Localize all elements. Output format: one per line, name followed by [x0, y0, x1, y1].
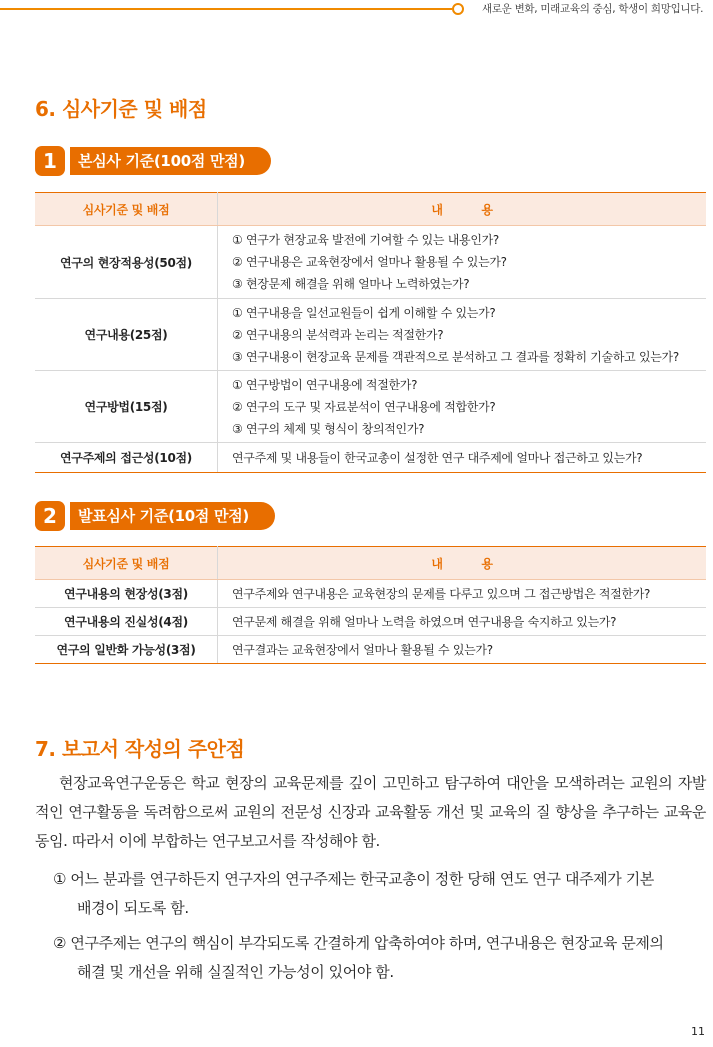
guideline-item-2-line2: 해결 및 개선을 위해 실질적인 가능성이 있어야 함.: [77, 963, 394, 981]
table1-head-criteria: 심사기준 및 배점: [35, 193, 218, 226]
section7-title: 7. 보고서 작성의 주안점: [35, 737, 245, 761]
content-line: ③ 연구내용이 현장교육 문제를 객관적으로 분석하고 그 결과를 정확히 기술하고 있는가?: [232, 349, 679, 364]
table-row: [35, 636, 706, 664]
content-line: ① 연구방법이 연구내용에 적절한가?: [232, 377, 418, 392]
content-cell: [218, 226, 707, 299]
table-row: [35, 608, 706, 636]
content-line: ② 연구의 도구 및 자료분석이 연구내용에 적합한가?: [232, 399, 496, 414]
content-line: ③ 연구의 체제 및 형식이 창의적인가?: [232, 421, 425, 436]
section6-title: 6. 심사기준 및 배점: [35, 97, 207, 121]
subsection1-label: 본심사 기준(100점 만점): [65, 147, 271, 175]
guideline-item-1-line2: 배경이 되도록 함.: [77, 899, 189, 917]
guideline-item-1: [53, 865, 706, 923]
criteria-cell: 연구내용의 진실성(4점): [35, 608, 218, 636]
content-cell: 연구결과는 교육현장에서 얼마나 활용될 수 있는가?: [218, 636, 707, 664]
content-line: ① 연구가 현장교육 발전에 기여할 수 있는 내용인가?: [232, 233, 499, 247]
content-line: ① 연구내용을 일선교원들이 쉽게 이해할 수 있는가?: [232, 305, 496, 320]
paragraph-text: 현장교육연구운동은 학교 현장의 교육문제를 깊이 고민하고 탐구하여 대안을 모색하려는 교원의 자발적인 연구활동을 독려함으로써 교원의 전문성 신장과 교육활동 개선 및 교육의 질 향상을 추구하는 교육운동임. 따라서 이에 부합하는 연구보고서를 작성해야 함.: [35, 774, 706, 850]
main-review-table: [35, 192, 706, 473]
subsection2-label: 발표심사 기준(10점 만점): [65, 502, 275, 530]
criteria-cell: 연구의 일반화 가능성(3점): [35, 636, 218, 664]
section7-paragraph: [35, 769, 706, 856]
page-number: 11: [691, 1025, 705, 1038]
table-row: [35, 226, 706, 299]
content-cell: 연구주제 및 내용들이 한국교총이 설정한 연구 대주제에 얼마나 접근하고 있는가?: [218, 443, 707, 473]
guideline-item-2: [53, 929, 706, 987]
criteria-cell: 연구내용의 현장성(3점): [35, 580, 218, 608]
subsection1-number: 1: [35, 146, 65, 176]
content-cell: 연구문제 해결을 위해 얼마나 노력을 하였으며 연구내용을 숙지하고 있는가?: [218, 608, 707, 636]
guideline-item-1-line1: ① 어느 분과를 연구하든지 연구자의 연구주제는 한국교총이 정한 당해 연도 연구 대주제가 기본: [53, 870, 654, 888]
table2-head-content: 내 용: [218, 547, 707, 580]
content-line: ② 연구내용의 분석력과 논리는 적절한가?: [232, 327, 444, 342]
content-cell: [218, 299, 707, 371]
header-rule: [0, 8, 452, 10]
criteria-cell: 연구의 현장적용성(50점): [35, 226, 218, 299]
content-cell: 연구주제와 연구내용은 교육현장의 문제를 다루고 있으며 그 접근방법은 적절한가?: [218, 580, 707, 608]
table-row: [35, 580, 706, 608]
content-line: ② 연구내용은 교육현장에서 얼마나 활용될 수 있는가?: [232, 255, 507, 269]
guideline-item-2-line1: ② 연구주제는 연구의 핵심이 부각되도록 간결하게 압축하여야 하며, 연구내용은 현장교육 문제의: [53, 934, 664, 952]
table-row: [35, 299, 706, 371]
presentation-review-table: [35, 546, 706, 664]
criteria-cell: 연구내용(25점): [35, 299, 218, 371]
table-row: [35, 371, 706, 443]
criteria-cell: 연구주제의 접근성(10점): [35, 443, 218, 473]
criteria-cell: 연구방법(15점): [35, 371, 218, 443]
content-line: ③ 현장문제 해결을 위해 얼마나 노력하였는가?: [232, 277, 470, 291]
subsection2-number: 2: [35, 501, 65, 531]
header-rule-dot: [452, 3, 464, 15]
header-tagline: 새로운 변화, 미래교육의 중심, 학생이 희망입니다.: [482, 3, 704, 15]
table-row: [35, 443, 706, 473]
content-cell: [218, 371, 707, 443]
table2-head-criteria: 심사기준 및 배점: [35, 547, 218, 580]
table1-head-content: 내 용: [218, 193, 707, 226]
